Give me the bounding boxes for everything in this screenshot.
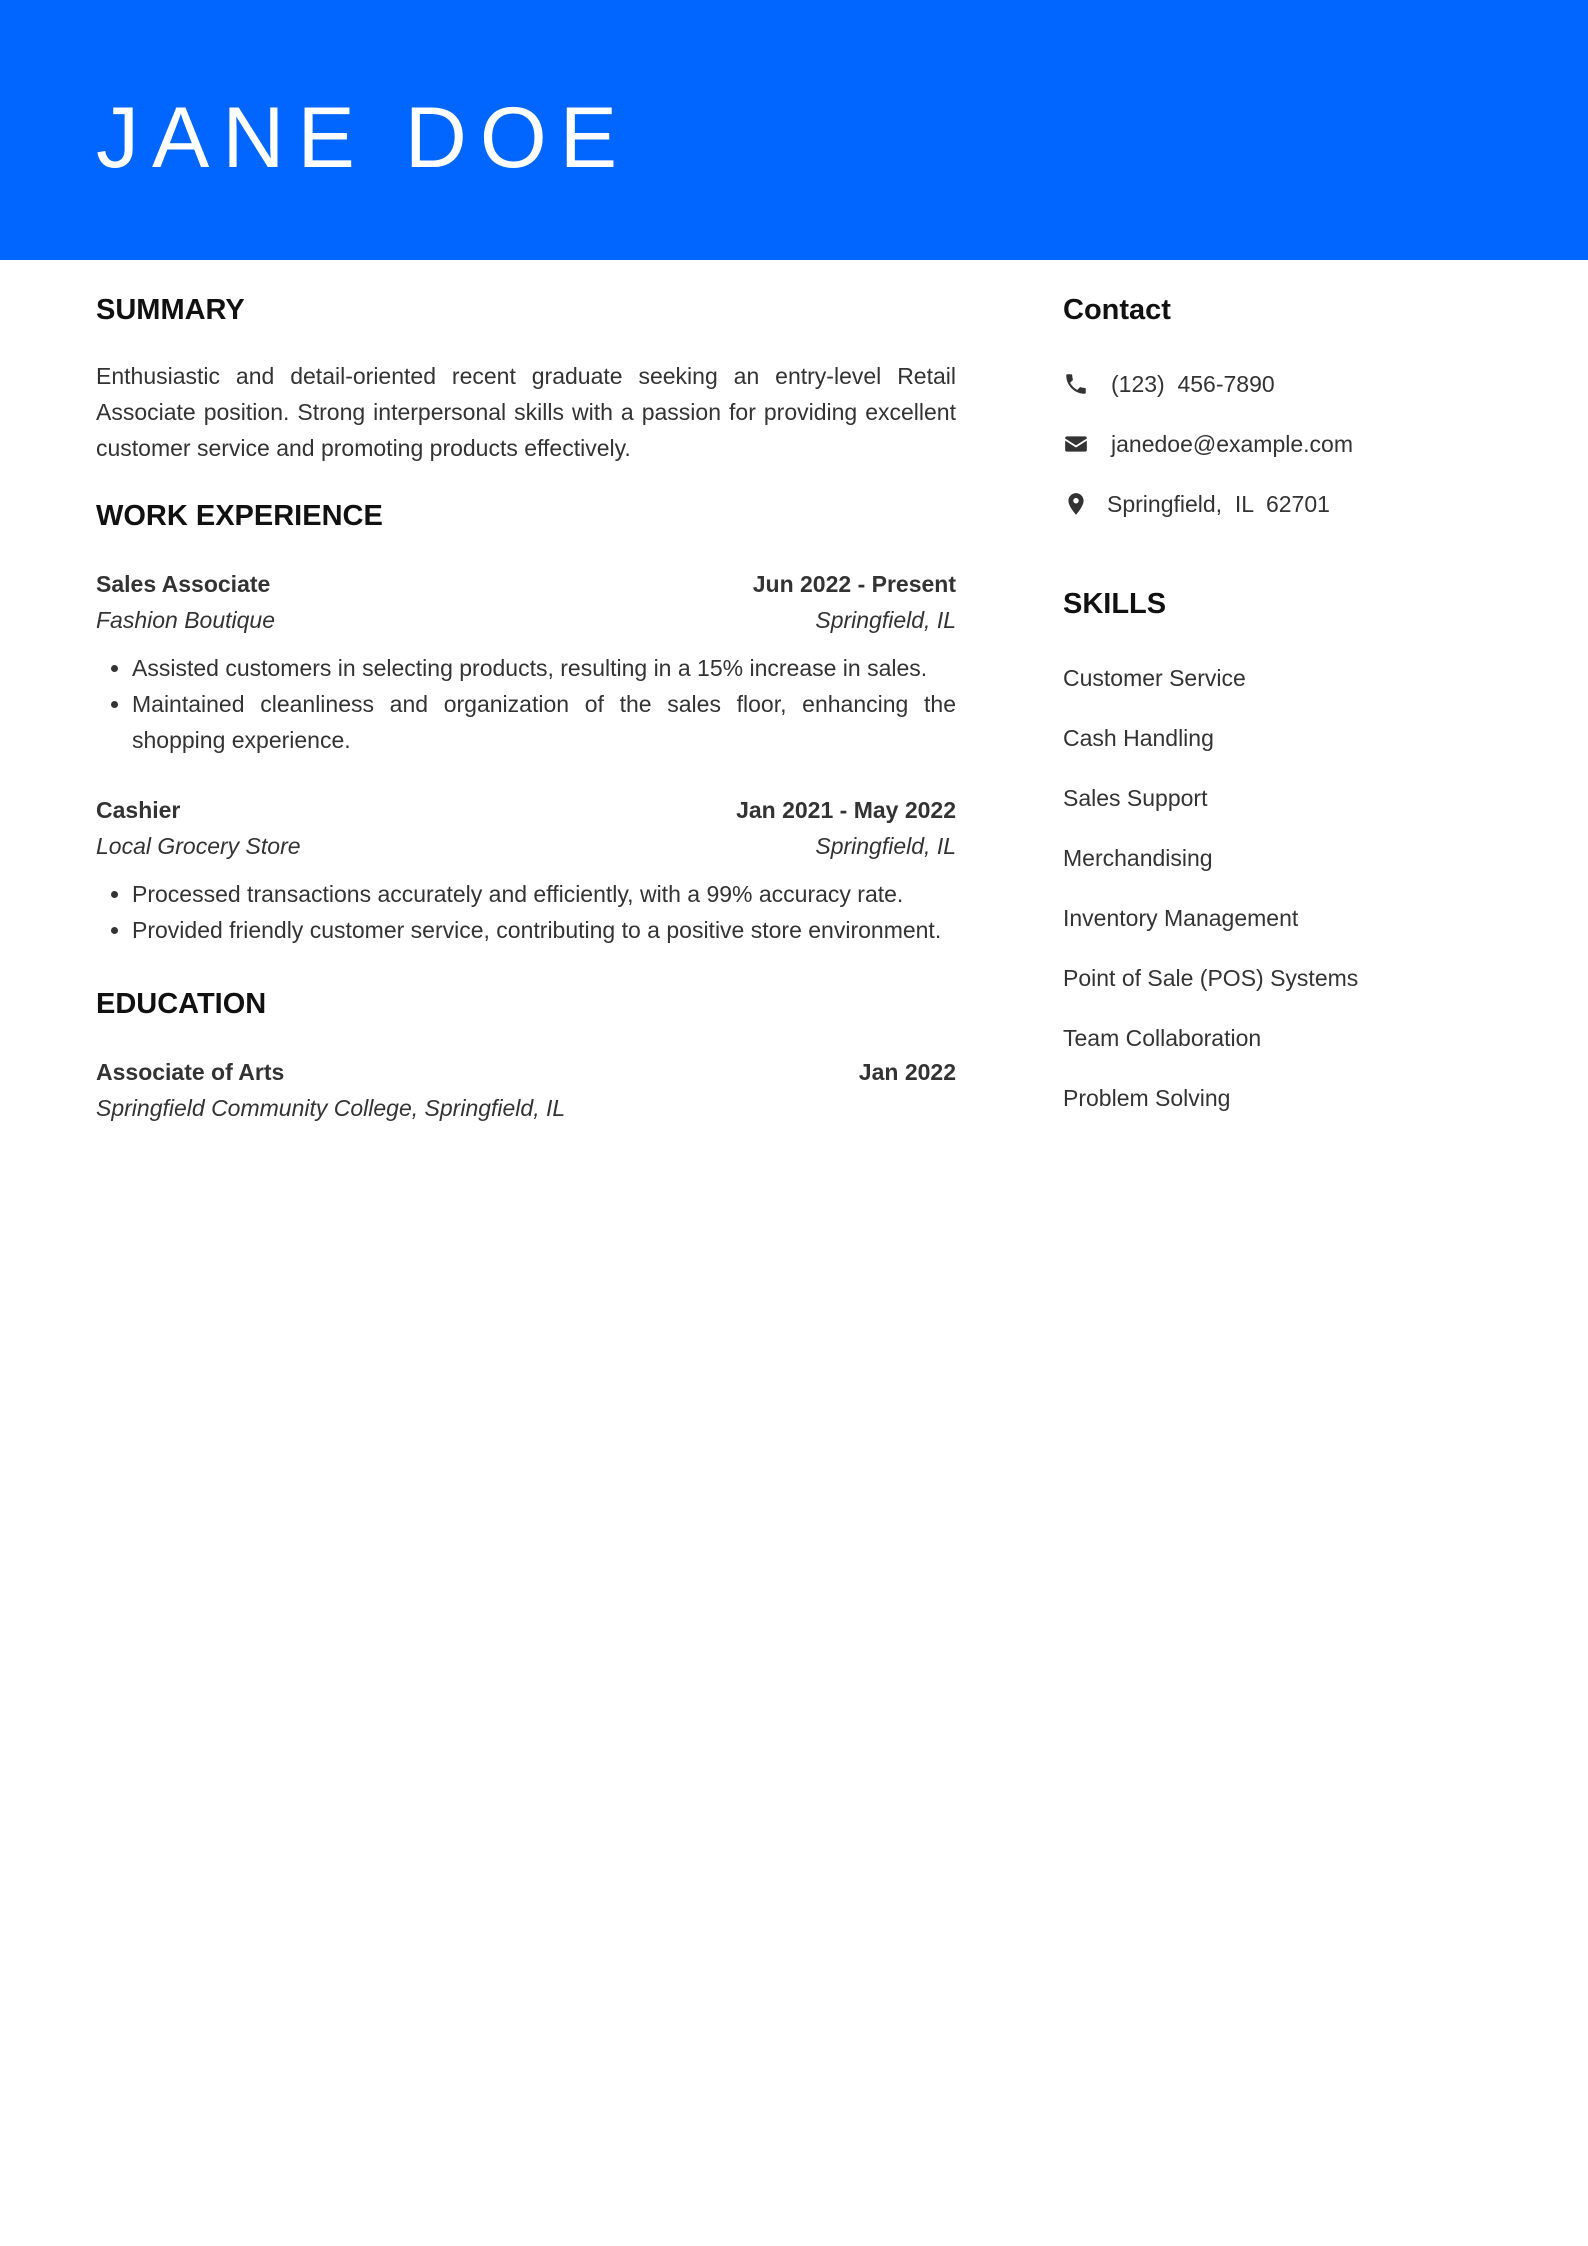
job-location: Springfield, IL xyxy=(815,833,956,859)
contact-section xyxy=(1063,290,1493,522)
job-location: Springfield, IL xyxy=(815,607,956,633)
job-role: Cashier xyxy=(96,797,181,823)
summary-section xyxy=(96,290,956,466)
job-dates: Jan 2021 - May 2022 xyxy=(736,797,956,823)
skills-heading: SKILLS xyxy=(1063,588,1167,620)
job-role: Sales Associate xyxy=(96,571,271,597)
education-section xyxy=(96,984,956,1126)
job-company: Local Grocery Store xyxy=(96,833,301,859)
skills-section xyxy=(1063,584,1493,1116)
contact-phone xyxy=(1063,366,1493,402)
contact-phone-text: (123) 456-7890 xyxy=(1111,371,1275,397)
education-entry xyxy=(96,1054,956,1126)
job-bullet: • Assisted customers in selecting products, resulting in a 15% increase in sales. xyxy=(132,650,956,686)
skills-list xyxy=(1063,660,1493,1116)
job-bullets xyxy=(96,650,956,758)
education-date: Jan 2022 xyxy=(858,1059,956,1085)
job-bullets xyxy=(96,876,956,948)
skill-item: Cash Handling xyxy=(1063,725,1214,751)
job-bullet: • Processed transactions accurately and efficiently, with a 99% accuracy rate. xyxy=(132,876,956,912)
main-column xyxy=(96,290,956,1126)
education-school: Springfield Community College, Springfield, IL xyxy=(96,1095,566,1121)
education-heading: EDUCATION xyxy=(96,988,267,1020)
work-experience-heading: WORK EXPERIENCE xyxy=(96,500,383,532)
skill-item: Inventory Management xyxy=(1063,905,1299,931)
job-bullet: • Provided friendly customer service, contributing to a positive store environment. xyxy=(132,912,956,948)
job-entry xyxy=(96,566,956,758)
envelope-icon xyxy=(1063,431,1089,457)
skill-item: Merchandising xyxy=(1063,845,1213,871)
skill-item: Team Collaboration xyxy=(1063,1025,1262,1051)
sidebar-column xyxy=(1063,290,1493,1116)
header-banner xyxy=(0,0,1588,260)
job-dates: Jun 2022 - Present xyxy=(752,571,956,597)
job-entry xyxy=(96,792,956,948)
summary-heading: SUMMARY xyxy=(96,294,245,326)
map-pin-icon xyxy=(1063,491,1089,517)
contact-heading: Contact xyxy=(1063,294,1171,326)
contact-email xyxy=(1063,426,1493,462)
contact-location xyxy=(1063,486,1493,522)
skill-item: Problem Solving xyxy=(1063,1085,1231,1111)
contact-location-text: Springfield, IL 62701 xyxy=(1107,491,1330,517)
phone-icon xyxy=(1063,371,1089,397)
skill-item: Customer Service xyxy=(1063,665,1246,691)
job-company: Fashion Boutique xyxy=(96,607,276,633)
contact-email-text: janedoe@example.com xyxy=(1111,431,1353,457)
skill-item: Point of Sale (POS) Systems xyxy=(1063,965,1359,991)
job-bullet: • Maintained cleanliness and organization of the sales floor, enhancing the shopping experience. xyxy=(132,686,956,758)
candidate-name: JANE DOE xyxy=(96,90,631,186)
education-degree: Associate of Arts xyxy=(96,1059,285,1085)
summary-text: Enthusiastic and detail-oriented recent graduate seeking an entry-level Retail Associate position. Strong interpersonal skills with a passion for providing excellent customer service and promoting products effectively. xyxy=(96,363,956,461)
skill-item: Sales Support xyxy=(1063,785,1208,811)
work-experience-section xyxy=(96,496,956,948)
